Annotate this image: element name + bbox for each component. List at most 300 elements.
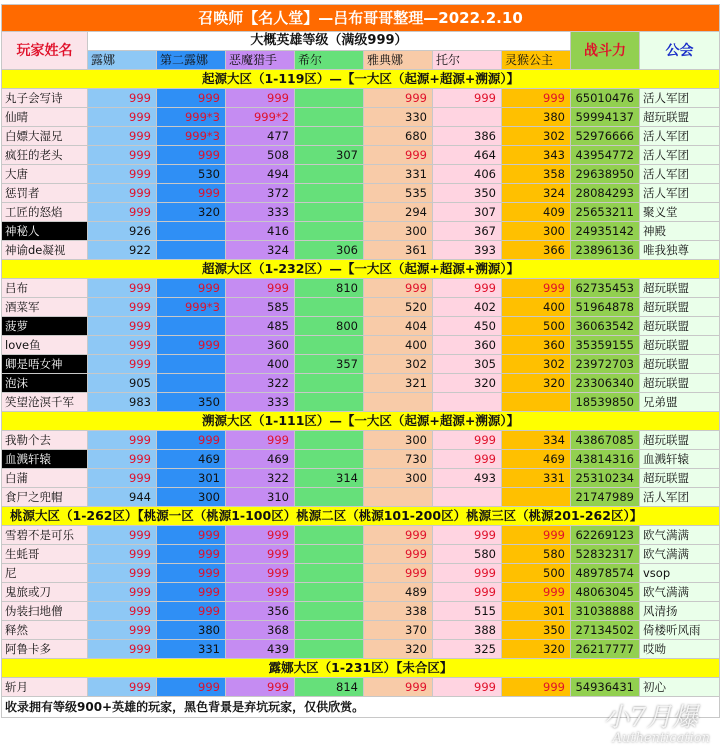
hero-level-cell: 350 bbox=[157, 393, 226, 412]
hero-level-cell: 999 bbox=[88, 640, 157, 659]
hero-level-cell: 999 bbox=[364, 526, 433, 545]
hero-level-cell: 416 bbox=[226, 222, 295, 241]
hero-level-cell: 999 bbox=[502, 526, 571, 545]
player-name: 工匠的怒焰 bbox=[2, 203, 88, 222]
player-name: 惩罚者 bbox=[2, 184, 88, 203]
hero-level-cell: 307 bbox=[295, 146, 364, 165]
hero-level-cell: 400 bbox=[226, 355, 295, 374]
player-row bbox=[2, 146, 720, 165]
watermark-logo: 小7月爆 bbox=[603, 703, 698, 733]
hero-level-cell: 302 bbox=[502, 355, 571, 374]
section-header-row bbox=[2, 507, 720, 526]
player-name: 斩月 bbox=[2, 678, 88, 697]
hero-level-cell: 999 bbox=[157, 602, 226, 621]
hero-level-cell: 999 bbox=[157, 583, 226, 602]
hero-level-cell: 331 bbox=[157, 640, 226, 659]
player-name: 卿是唔女神 bbox=[2, 355, 88, 374]
hero-header-luna-second: 第二露娜 bbox=[157, 51, 226, 70]
player-row bbox=[2, 393, 720, 412]
combat-power-cell: 48978574 bbox=[571, 564, 640, 583]
combat-power-cell: 24935142 bbox=[571, 222, 640, 241]
player-name: 血溅轩辕 bbox=[2, 450, 88, 469]
guild-cell: 活人军团 bbox=[640, 146, 720, 165]
player-row bbox=[2, 564, 720, 583]
hero-level-cell: 999 bbox=[157, 279, 226, 298]
hero-level-cell bbox=[295, 165, 364, 184]
hero-level-cell: 999 bbox=[502, 279, 571, 298]
hero-level-cell bbox=[364, 488, 433, 507]
hero-level-cell bbox=[295, 450, 364, 469]
player-row bbox=[2, 317, 720, 336]
player-row bbox=[2, 640, 720, 659]
guild-cell: 倚楼听风雨 bbox=[640, 621, 720, 640]
hero-level-cell: 372 bbox=[226, 184, 295, 203]
hero-level-cell: 302 bbox=[502, 127, 571, 146]
hero-level-cell: 535 bbox=[364, 184, 433, 203]
hero-level-cell: 450 bbox=[433, 317, 502, 336]
hero-level-cell: 489 bbox=[364, 583, 433, 602]
hero-level-cell bbox=[295, 564, 364, 583]
hero-level-cell: 999 bbox=[88, 146, 157, 165]
combat-power-cell: 59994137 bbox=[571, 108, 640, 127]
section-header-row bbox=[2, 412, 720, 431]
player-row bbox=[2, 222, 720, 241]
combat-power-cell: 48063045 bbox=[571, 583, 640, 602]
hero-level-cell: 999 bbox=[226, 89, 295, 108]
combat-power-cell: 43954772 bbox=[571, 146, 640, 165]
hero-level-cell: 294 bbox=[364, 203, 433, 222]
hero-level-cell: 999 bbox=[433, 450, 502, 469]
hero-level-cell: 360 bbox=[226, 336, 295, 355]
hero-level-cell: 999 bbox=[88, 165, 157, 184]
player-name: 白嫖大湿兄 bbox=[2, 127, 88, 146]
hero-level-cell: 360 bbox=[502, 336, 571, 355]
player-row bbox=[2, 108, 720, 127]
hero-level-cell: 999 bbox=[433, 583, 502, 602]
hero-level-cell: 999 bbox=[364, 564, 433, 583]
hero-level-cell: 999 bbox=[88, 108, 157, 127]
hero-level-cell: 306 bbox=[295, 241, 364, 260]
combat-power-cell: 43867085 bbox=[571, 431, 640, 450]
hero-level-cell: 322 bbox=[226, 469, 295, 488]
hero-header-luna: 露娜 bbox=[88, 51, 157, 70]
hero-level-cell: 999 bbox=[157, 336, 226, 355]
hero-level-cell: 300 bbox=[502, 222, 571, 241]
hero-level-cell: 305 bbox=[433, 355, 502, 374]
player-row bbox=[2, 621, 720, 640]
hero-level-cell: 999 bbox=[88, 336, 157, 355]
hero-level-cell: 366 bbox=[502, 241, 571, 260]
hero-level-cell: 999 bbox=[364, 678, 433, 697]
hero-level-cell: 469 bbox=[502, 450, 571, 469]
hero-level-cell: 999 bbox=[433, 678, 502, 697]
hero-level-cell: 367 bbox=[433, 222, 502, 241]
hero-level-cell: 800 bbox=[295, 317, 364, 336]
hero-level-cell: 469 bbox=[157, 450, 226, 469]
guild-cell: 哎呦 bbox=[640, 640, 720, 659]
player-row bbox=[2, 279, 720, 298]
guild-cell: 超玩联盟 bbox=[640, 469, 720, 488]
player-row bbox=[2, 298, 720, 317]
hero-level-cell: 300 bbox=[364, 222, 433, 241]
hero-level-cell: 301 bbox=[502, 602, 571, 621]
hero-level-cell: 999 bbox=[157, 678, 226, 697]
combat-power-cell: 36063542 bbox=[571, 317, 640, 336]
player-name: 吕布 bbox=[2, 279, 88, 298]
hero-level-cell: 999 bbox=[157, 146, 226, 165]
combat-power-cell: 29638950 bbox=[571, 165, 640, 184]
hero-level-cell: 999 bbox=[226, 431, 295, 450]
hero-level-cell: 300 bbox=[364, 469, 433, 488]
hero-level-cell: 680 bbox=[364, 127, 433, 146]
player-name: 丸子会写诗 bbox=[2, 89, 88, 108]
hero-level-cell: 999 bbox=[88, 279, 157, 298]
page-title: 召唤师【名人堂】—吕布哥哥整理—2022.2.10 bbox=[2, 5, 720, 32]
player-row bbox=[2, 336, 720, 355]
hero-level-cell: 302 bbox=[364, 355, 433, 374]
hero-level-cell bbox=[295, 583, 364, 602]
hero-level-cell: 999 bbox=[88, 564, 157, 583]
hero-level-cell: 999*3 bbox=[157, 298, 226, 317]
player-name: 泡沫 bbox=[2, 374, 88, 393]
footer-note: 收录拥有等级900+英雄的玩家，黑色背景是弃坑玩家，仅供欣赏。 bbox=[2, 697, 720, 718]
section-header-row bbox=[2, 659, 720, 678]
hero-level-cell: 477 bbox=[226, 127, 295, 146]
player-name: 酒菜军 bbox=[2, 298, 88, 317]
combat-power-cell: 28084293 bbox=[571, 184, 640, 203]
player-name-header: 玩家姓名 bbox=[2, 32, 88, 70]
section-header-row bbox=[2, 260, 720, 279]
hero-level-cell: 999 bbox=[433, 431, 502, 450]
hero-level-cell: 999 bbox=[88, 621, 157, 640]
guild-cell: 超玩联盟 bbox=[640, 108, 720, 127]
combat-power-header: 战斗力 bbox=[571, 32, 640, 70]
leaderboard-table bbox=[1, 4, 720, 718]
hero-level-cell: 999 bbox=[433, 89, 502, 108]
guild-cell: vsop bbox=[640, 564, 720, 583]
guild-cell: 聚义堂 bbox=[640, 203, 720, 222]
hero-level-cell: 310 bbox=[226, 488, 295, 507]
section-header-row bbox=[2, 70, 720, 89]
player-name: 释然 bbox=[2, 621, 88, 640]
player-name: 笑望沧溟千军 bbox=[2, 393, 88, 412]
player-row bbox=[2, 184, 720, 203]
section-title: 起源大区（1-119区）—【一大区（起源+超源+溯源）】 bbox=[2, 70, 720, 89]
hero-level-cell: 334 bbox=[502, 431, 571, 450]
hero-level-cell: 999 bbox=[433, 526, 502, 545]
hero-level-cell: 983 bbox=[88, 393, 157, 412]
hero-level-cell: 324 bbox=[226, 241, 295, 260]
hero-level-cell: 530 bbox=[157, 165, 226, 184]
player-name: 生蚝哥 bbox=[2, 545, 88, 564]
hero-level-cell bbox=[157, 222, 226, 241]
guild-cell: 超玩联盟 bbox=[640, 355, 720, 374]
hero-level-cell: 999 bbox=[88, 678, 157, 697]
player-name: 尼 bbox=[2, 564, 88, 583]
hero-level-cell: 999*3 bbox=[157, 127, 226, 146]
hero-level-cell: 439 bbox=[226, 640, 295, 659]
hero-level-cell: 350 bbox=[502, 621, 571, 640]
hero-level-cell: 926 bbox=[88, 222, 157, 241]
hero-level-cell: 301 bbox=[157, 469, 226, 488]
combat-power-cell: 52976666 bbox=[571, 127, 640, 146]
hero-level-cell: 300 bbox=[157, 488, 226, 507]
hero-level-cell: 320 bbox=[364, 640, 433, 659]
hero-level-cell bbox=[295, 184, 364, 203]
hero-level-cell: 368 bbox=[226, 621, 295, 640]
hero-level-cell: 406 bbox=[433, 165, 502, 184]
hero-level-cell: 999 bbox=[226, 583, 295, 602]
hero-level-cell bbox=[295, 336, 364, 355]
guild-cell: 超玩联盟 bbox=[640, 279, 720, 298]
hero-header-athena: 雅典娜 bbox=[364, 51, 433, 70]
section-title: 溯源大区（1-111区）—【一大区（起源+超源+溯源）】 bbox=[2, 412, 720, 431]
guild-cell: 超玩联盟 bbox=[640, 298, 720, 317]
hero-level-cell: 999 bbox=[226, 526, 295, 545]
hero-level-cell: 333 bbox=[226, 203, 295, 222]
hero-level-cell bbox=[295, 488, 364, 507]
hero-level-cell: 810 bbox=[295, 279, 364, 298]
guild-cell: 兄弟盟 bbox=[640, 393, 720, 412]
hero-level-cell: 814 bbox=[295, 678, 364, 697]
combat-power-cell: 18539850 bbox=[571, 393, 640, 412]
hero-level-cell bbox=[295, 545, 364, 564]
player-row bbox=[2, 374, 720, 393]
hero-level-cell: 999 bbox=[157, 184, 226, 203]
player-row bbox=[2, 431, 720, 450]
hero-level-cell: 515 bbox=[433, 602, 502, 621]
guild-cell: 风清扬 bbox=[640, 602, 720, 621]
hero-level-cell: 999 bbox=[88, 583, 157, 602]
hero-level-cell: 402 bbox=[433, 298, 502, 317]
hero-level-cell: 409 bbox=[502, 203, 571, 222]
hero-level-cell: 314 bbox=[295, 469, 364, 488]
hero-level-cell: 999 bbox=[88, 469, 157, 488]
player-name: 神谕de凝视 bbox=[2, 241, 88, 260]
combat-power-cell: 43814316 bbox=[571, 450, 640, 469]
hero-level-cell: 999 bbox=[88, 431, 157, 450]
combat-power-cell: 27134502 bbox=[571, 621, 640, 640]
hero-level-cell: 999 bbox=[88, 602, 157, 621]
watermark-subtitle: Authentication bbox=[612, 731, 710, 746]
hero-level-cell: 999 bbox=[88, 203, 157, 222]
hero-level-cell bbox=[295, 602, 364, 621]
guild-cell: 活人军团 bbox=[640, 488, 720, 507]
hero-level-cell bbox=[157, 374, 226, 393]
combat-power-cell: 23972703 bbox=[571, 355, 640, 374]
hero-level-cell: 580 bbox=[502, 545, 571, 564]
hero-level-cell: 320 bbox=[433, 374, 502, 393]
hero-level-cell: 999 bbox=[157, 526, 226, 545]
combat-power-cell: 23306340 bbox=[571, 374, 640, 393]
hero-level-cell: 999 bbox=[88, 545, 157, 564]
hero-level-cell: 350 bbox=[433, 184, 502, 203]
hero-level-cell bbox=[502, 488, 571, 507]
guild-header: 公会 bbox=[640, 32, 720, 70]
hero-header-thor: 托尔 bbox=[433, 51, 502, 70]
hero-level-cell: 320 bbox=[502, 640, 571, 659]
hero-level-cell: 321 bbox=[364, 374, 433, 393]
hero-level-cell: 999 bbox=[502, 583, 571, 602]
hero-level-cell: 999 bbox=[226, 545, 295, 564]
player-row bbox=[2, 545, 720, 564]
player-name: 疯狂的老头 bbox=[2, 146, 88, 165]
player-name: 雪碧不是可乐 bbox=[2, 526, 88, 545]
guild-cell: 活人军团 bbox=[640, 165, 720, 184]
hero-level-cell bbox=[295, 89, 364, 108]
combat-power-cell: 25310234 bbox=[571, 469, 640, 488]
hero-level-cell bbox=[295, 526, 364, 545]
hero-level-cell: 500 bbox=[502, 564, 571, 583]
guild-cell: 活人军团 bbox=[640, 89, 720, 108]
hero-level-cell bbox=[295, 393, 364, 412]
hero-level-cell: 493 bbox=[433, 469, 502, 488]
hero-level-cell: 944 bbox=[88, 488, 157, 507]
hero-level-cell: 485 bbox=[226, 317, 295, 336]
hero-level-cell: 388 bbox=[433, 621, 502, 640]
hero-level-cell: 386 bbox=[433, 127, 502, 146]
player-name: 大唐 bbox=[2, 165, 88, 184]
hero-level-cell: 999*2 bbox=[226, 108, 295, 127]
hero-level-cell bbox=[364, 393, 433, 412]
combat-power-cell: 52832317 bbox=[571, 545, 640, 564]
hero-level-cell: 999 bbox=[502, 678, 571, 697]
hero-level-cell: 320 bbox=[502, 374, 571, 393]
player-row bbox=[2, 241, 720, 260]
section-title: 露娜大区（1-231区）【未合区】 bbox=[2, 659, 720, 678]
guild-cell: 欧气满满 bbox=[640, 583, 720, 602]
section-title: 超源大区（1-232区）—【一大区（起源+超源+溯源）】 bbox=[2, 260, 720, 279]
hero-level-cell: 999 bbox=[157, 564, 226, 583]
player-name: 白蒲 bbox=[2, 469, 88, 488]
hero-level-cell: 380 bbox=[157, 621, 226, 640]
hero-level-cell: 400 bbox=[502, 298, 571, 317]
player-row bbox=[2, 127, 720, 146]
player-name: love鱼 bbox=[2, 336, 88, 355]
player-row bbox=[2, 602, 720, 621]
hero-level-cell: 320 bbox=[157, 203, 226, 222]
player-row bbox=[2, 450, 720, 469]
hero-level-cell bbox=[295, 222, 364, 241]
player-name: 神秘人 bbox=[2, 222, 88, 241]
hero-level-cell: 331 bbox=[502, 469, 571, 488]
hero-level-cell: 730 bbox=[364, 450, 433, 469]
guild-cell: 超玩联盟 bbox=[640, 317, 720, 336]
hero-level-cell bbox=[295, 108, 364, 127]
combat-power-cell: 25653211 bbox=[571, 203, 640, 222]
combat-power-cell: 31038888 bbox=[571, 602, 640, 621]
hero-level-cell bbox=[157, 241, 226, 260]
hero-level-cell: 331 bbox=[364, 165, 433, 184]
hero-level-cell bbox=[502, 393, 571, 412]
hero-level-cell bbox=[295, 203, 364, 222]
hero-level-cell bbox=[157, 317, 226, 336]
hero-level-cell: 999 bbox=[157, 89, 226, 108]
player-row bbox=[2, 165, 720, 184]
player-name: 阿鲁卡多 bbox=[2, 640, 88, 659]
combat-power-cell: 65010476 bbox=[571, 89, 640, 108]
player-row bbox=[2, 678, 720, 697]
hero-level-cell: 360 bbox=[433, 336, 502, 355]
guild-cell: 活人军团 bbox=[640, 184, 720, 203]
player-name: 鬼旅或刀 bbox=[2, 583, 88, 602]
player-row bbox=[2, 488, 720, 507]
hero-level-cell: 393 bbox=[433, 241, 502, 260]
guild-cell: 唯我独尊 bbox=[640, 241, 720, 260]
hero-level-cell: 380 bbox=[502, 108, 571, 127]
hero-level-cell bbox=[295, 374, 364, 393]
player-row bbox=[2, 583, 720, 602]
hero-level-cell: 999 bbox=[226, 678, 295, 697]
guild-cell: 初心 bbox=[640, 678, 720, 697]
player-name: 食尸之兜帽 bbox=[2, 488, 88, 507]
player-row bbox=[2, 355, 720, 374]
player-name: 仙晴 bbox=[2, 108, 88, 127]
hero-level-cell: 999 bbox=[364, 146, 433, 165]
hero-level-header: 大概英雄等级（满级999） bbox=[88, 32, 571, 51]
hero-level-cell: 585 bbox=[226, 298, 295, 317]
hero-level-cell bbox=[295, 298, 364, 317]
hero-level-cell: 400 bbox=[364, 336, 433, 355]
hero-level-cell: 905 bbox=[88, 374, 157, 393]
hero-level-cell: 999 bbox=[502, 89, 571, 108]
combat-power-cell: 26217777 bbox=[571, 640, 640, 659]
hero-header-sylvanas: 希尔 bbox=[295, 51, 364, 70]
hero-level-cell: 999 bbox=[433, 564, 502, 583]
hero-level-cell: 330 bbox=[364, 108, 433, 127]
player-row bbox=[2, 203, 720, 222]
hero-level-cell bbox=[295, 127, 364, 146]
hero-level-cell: 999 bbox=[88, 298, 157, 317]
hero-level-cell bbox=[433, 393, 502, 412]
hero-level-cell: 999 bbox=[88, 450, 157, 469]
hero-level-cell: 322 bbox=[226, 374, 295, 393]
hero-header-demon-hunter: 恶魔猎手 bbox=[226, 51, 295, 70]
hero-level-cell: 922 bbox=[88, 241, 157, 260]
hero-level-cell: 999 bbox=[433, 279, 502, 298]
hero-level-cell: 999 bbox=[88, 127, 157, 146]
player-name: 我勒个去 bbox=[2, 431, 88, 450]
combat-power-cell: 51964878 bbox=[571, 298, 640, 317]
guild-cell: 血溅轩辕 bbox=[640, 450, 720, 469]
combat-power-cell: 35359155 bbox=[571, 336, 640, 355]
hero-level-cell: 999 bbox=[226, 564, 295, 583]
hero-level-cell: 500 bbox=[502, 317, 571, 336]
player-row bbox=[2, 89, 720, 108]
hero-level-cell: 580 bbox=[433, 545, 502, 564]
hero-level-cell: 999*3 bbox=[157, 108, 226, 127]
guild-cell: 神殿 bbox=[640, 222, 720, 241]
player-name: 菠萝 bbox=[2, 317, 88, 336]
player-row bbox=[2, 469, 720, 488]
hero-level-cell: 999 bbox=[88, 184, 157, 203]
hero-level-cell: 469 bbox=[226, 450, 295, 469]
hero-level-cell: 999 bbox=[88, 526, 157, 545]
guild-cell: 欧气满满 bbox=[640, 545, 720, 564]
combat-power-cell: 54936431 bbox=[571, 678, 640, 697]
combat-power-cell: 62269123 bbox=[571, 526, 640, 545]
hero-level-cell: 325 bbox=[433, 640, 502, 659]
guild-cell: 欧气满满 bbox=[640, 526, 720, 545]
hero-level-cell: 999 bbox=[157, 545, 226, 564]
guild-cell: 活人军团 bbox=[640, 127, 720, 146]
hero-level-cell: 370 bbox=[364, 621, 433, 640]
hero-level-cell: 999 bbox=[364, 89, 433, 108]
hero-level-cell: 508 bbox=[226, 146, 295, 165]
hero-level-cell: 999 bbox=[364, 279, 433, 298]
hero-level-cell bbox=[295, 640, 364, 659]
hero-level-cell bbox=[157, 355, 226, 374]
